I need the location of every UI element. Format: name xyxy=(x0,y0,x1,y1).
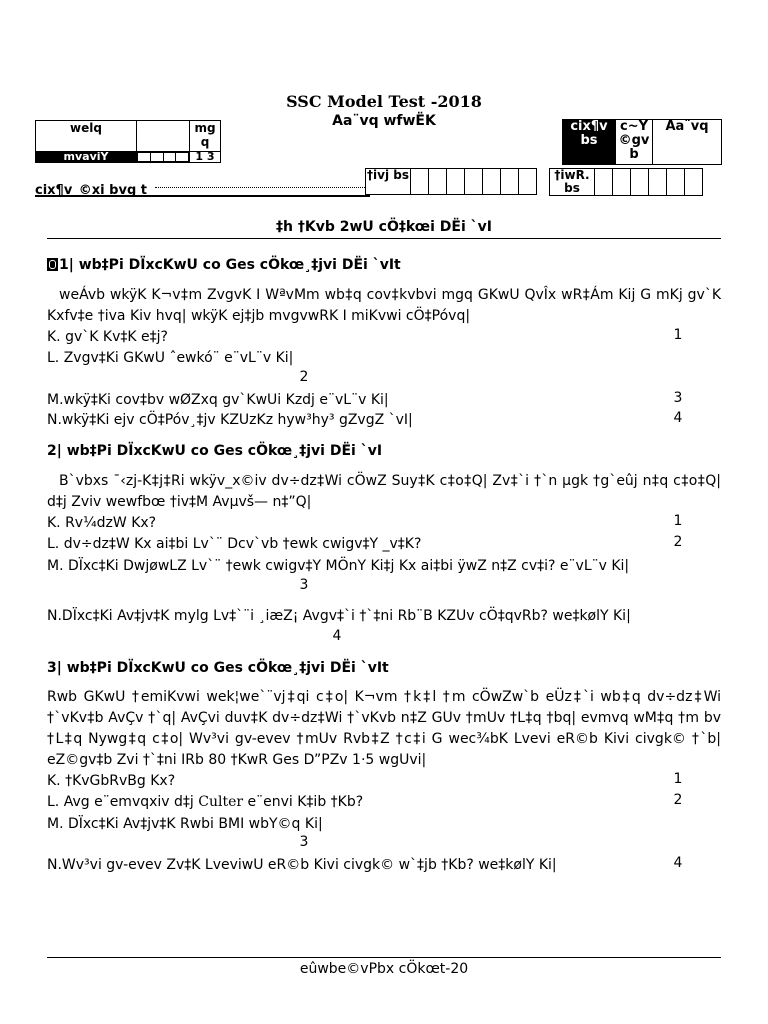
page-subtitle: Aa¨vq wfwËK xyxy=(332,113,436,129)
code-box xyxy=(176,153,189,162)
footer-divider xyxy=(47,957,721,958)
question-1-part-kha: L. Zvgv‡Ki GKwU ˆewkó¨ e¨vL¨v Ki| xyxy=(47,350,294,366)
header-rule-left xyxy=(35,195,370,197)
question-1-kha-mark: 2 xyxy=(299,369,309,385)
code-box xyxy=(163,153,176,162)
question-3-part-gha: N.Wv³vi gv-evev Zv‡K LveviwU eR©b Kivi civgk© w`‡jb †Kb? we‡kølY Ki| xyxy=(47,857,557,873)
question-2-part-ka: K. Rv¼dzW Kx? xyxy=(47,515,157,531)
question-2-part-ga: M. DÏxc‡Ki DwjøwLZ Lv`¨ †ewk cwigv‡Y MÖnY Ki‡j Kx ai‡bi ÿwZ n‡Z cv‡i? e¨vL¨v Ki| xyxy=(47,558,630,574)
registration-box[interactable] xyxy=(631,169,649,196)
candidate-name-label: cix¶v_©xi bvg t xyxy=(35,183,147,198)
roll-label: †ivj bs xyxy=(366,169,411,195)
full-marks-cell: c~Y ©gv b xyxy=(616,120,653,165)
roll-box[interactable] xyxy=(465,169,483,195)
question-2-ga-mark: 3 xyxy=(299,577,309,593)
question-2-heading: 2| wb‡Pi DÏxcKwU co Ges cÖkœ¸‡jvi DËi `vI xyxy=(47,443,383,459)
question-1-gha-mark: 4 xyxy=(673,410,683,426)
roll-number-boxes xyxy=(365,168,537,195)
question-2-part-gha: N.DÏxc‡Ki Av‡jv‡K mylg Lv‡`¨i ¸iæZ¡ Avgv‡`i †`‡ni Rb¨B KZUv cÖ‡qvRb? we‡kølY Ki| xyxy=(47,608,631,624)
question-1-ka-mark: 1 xyxy=(673,327,683,343)
question-3-part-ka: K. †KvGbRvBg Kx? xyxy=(47,773,176,789)
culter-word: Culter xyxy=(198,794,244,810)
roll-box[interactable] xyxy=(411,169,429,195)
registration-number-boxes xyxy=(549,168,703,196)
question-2-gha-mark: 4 xyxy=(332,628,342,644)
roll-box[interactable] xyxy=(447,169,465,195)
exam-number-cell: cix¶v bs xyxy=(563,120,616,165)
set-cell: mg q xyxy=(190,121,221,152)
question-3-ka-mark: 1 xyxy=(673,771,683,787)
roll-box[interactable] xyxy=(519,169,537,195)
registration-box[interactable] xyxy=(595,169,613,196)
registration-label: †iwR. bs xyxy=(550,169,595,196)
code-box xyxy=(138,153,151,162)
question-2-stem: B`vbxs ¯‹zj-K‡j‡Ri wkÿv_x©iv dv÷dz‡Wi cÖwZ Suy‡K c‡o‡Q| Zv‡`i †`n µgk †g`eûj n‡q c‡o‡Q| d‡j Zviv wewfbœ †iv‡M Avµvš— n‡”Q| xyxy=(47,473,721,510)
question-3-kha-mark: 2 xyxy=(673,792,683,808)
roll-box[interactable] xyxy=(429,169,447,195)
question-box-icon xyxy=(47,258,58,271)
section-divider xyxy=(47,238,721,239)
code-boxes xyxy=(137,152,190,163)
question-3-gha-mark: 4 xyxy=(673,855,683,871)
registration-box[interactable] xyxy=(667,169,685,196)
registration-box[interactable] xyxy=(649,169,667,196)
question-1-part-ka: K. gv`K Kv‡K e‡j? xyxy=(47,329,168,345)
question-1-heading: 1| wb‡Pi DÏxcKwU co Ges cÖkœ¸‡jvi DËi `vIt xyxy=(47,257,401,273)
question-2-kha-mark: 2 xyxy=(673,534,683,550)
subject-info-table xyxy=(35,120,221,163)
subject-cell: welq xyxy=(36,121,137,152)
registration-box[interactable] xyxy=(613,169,631,196)
question-3-heading: 3| wb‡Pi DÏxcKwU co Ges cÖkœ¸‡jvi DËi `vIt xyxy=(47,660,389,676)
question-1-stem: weÁvb wkÿK K¬v‡m ZvgvK I WªvMm wb‡q cov‡kvbvi mgq GKwU QvÎx wR‡Ám Kij G mKj gv`K Kxfv‡e †iva Kiv hvq| wkÿK ej‡jb mvgvwRK I miKvwi cÖ‡Póvq| xyxy=(47,287,721,324)
page-title: SSC Model Test -2018 xyxy=(286,92,482,111)
question-1-part-gha: N.wkÿ‡Ki ejv cÖ‡Póv¸‡jv KZUzKz hyw³hy³ gZvgZ `vI| xyxy=(47,412,413,428)
roll-box[interactable] xyxy=(483,169,501,195)
question-3-ga-mark: 3 xyxy=(299,834,309,850)
roll-box[interactable] xyxy=(501,169,519,195)
exam-info-table xyxy=(562,119,722,165)
question-3-part-ga: M. DÏxc‡Ki Av‡jv‡K Rwbi BMI wbY©q Ki| xyxy=(47,816,323,832)
registration-box[interactable] xyxy=(685,169,703,196)
question-1-ga-mark: 3 xyxy=(673,390,683,406)
subject-blank-cell xyxy=(137,121,190,152)
question-1-part-ga: M.wkÿ‡Ki cov‡bv wØZxq gv`KwUi Kzdj e¨vL¨v Ki| xyxy=(47,392,389,408)
question-2-ka-mark: 1 xyxy=(673,513,683,529)
footer-title: eûwbe©vPbx cÖkœt-20 xyxy=(299,961,469,977)
question-2-part-kha: L. dv÷dz‡W Kx ai‡bi Lv`¨ Dcv`vb †ewk cwigv‡Y _v‡K? xyxy=(47,536,422,552)
chapter-cell: Aa¨vq xyxy=(653,120,722,165)
candidate-name-line xyxy=(155,187,365,188)
branch-cell: mvaviY xyxy=(36,152,137,163)
question-3-stem: Rwb GKwU †emiKvwi wek¦we`¨vj‡qi c‡o| K¬vm †k‡l †m cÖwZw`b eÜz‡`i wb‡q dv÷dz‡Wi †`vKv‡b AvÇv †`q| AvÇvi duv‡K dv÷dz‡Wi †`vKvb n‡Z GUv †mUv †L‡q †bq| evmvq wM‡q †m bv †L‡q Nywg‡q c‡o| Wv³vi gv-evev †mUv Rvb‡Z †c‡i G wec¾bK Lvevi eR©b Kivi civgk© †`b| eZ©gv‡b Zvi †`‡ni IRb 80 †KwR Ges D”PZv 1·5 wgUvi| xyxy=(47,689,721,768)
question-3-part-kha: L. Avg e¨emvqxiv d‡j Culter e¨envi K‡ib †Kb? xyxy=(47,794,364,810)
set-number-cell: 1 3 xyxy=(190,152,221,163)
code-box xyxy=(150,153,163,162)
section-title: ‡h †Kvb 2wU cÖ‡kœi DËi `vI xyxy=(276,219,492,235)
